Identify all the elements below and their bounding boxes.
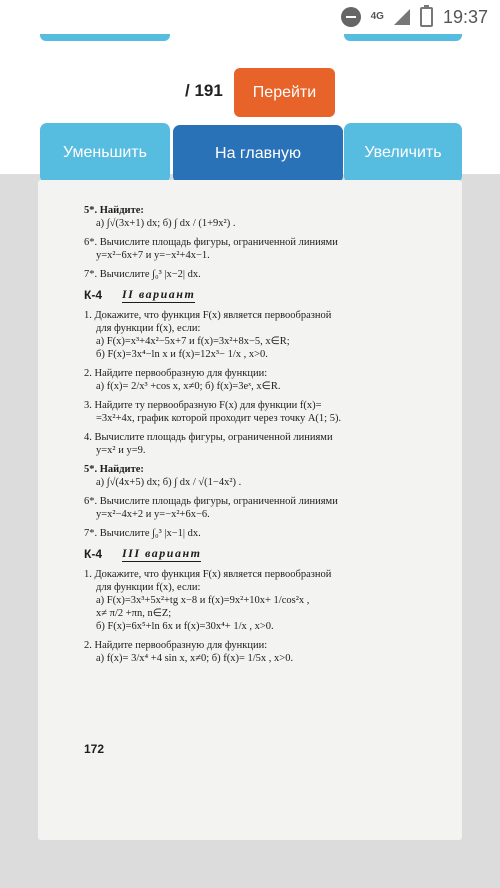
text-line: а) f(x)= 2/x³ +cos x, x≠0; б) f(x)=3eˣ, x∈R.: [96, 381, 281, 392]
text-line: б) F(x)=6x⁵+ln 6x и f(x)=30x⁴+ 1/x , x>0.: [96, 621, 274, 632]
text-line: а) F(x)=x³+4x²−5x+7 и f(x)=3x²+8x−5, x∈R;: [96, 336, 290, 347]
scrolled-button-edge: [40, 34, 170, 41]
text-line: y=x²−6x+7 и y=−x²+4x−1.: [96, 250, 210, 261]
text-line: 5*. Найдите:: [84, 205, 144, 216]
goto-page-button[interactable]: Перейти: [234, 68, 335, 117]
page-content: [84, 204, 424, 665]
text-line: а) F(x)=3x³+5x²+tg x−8 и f(x)=9x²+10x+ 1/cos²x ,: [96, 595, 310, 606]
page-count: / 191: [185, 81, 223, 100]
page-number: 172: [84, 742, 105, 756]
text-line: y=x² и y=9.: [96, 445, 146, 456]
text-line: 3. Найдите ту первообразную F(x) для функции f(x)=: [84, 400, 322, 411]
text-line: б) F(x)=3x⁴−ln x и f(x)=12x³− 1/x , x>0.: [96, 349, 268, 360]
battery-icon: [420, 7, 433, 27]
text-line: 1. Докажите, что функция F(x) является первообразной: [84, 569, 332, 580]
home-button[interactable]: На главную: [173, 125, 343, 183]
network-type-label: 4G: [370, 11, 384, 22]
text-line: y=x²−4x+2 и y=−x²+6x−6.: [96, 509, 210, 520]
zoom-out-button[interactable]: Уменьшить: [40, 123, 170, 183]
scrolled-button-edge: [344, 34, 462, 41]
section-heading: [84, 288, 424, 303]
section-heading: [84, 547, 424, 562]
text-line: 2. Найдите первообразную для функции:: [84, 640, 268, 651]
text-line: 7*. Вычислите ∫₀³ |x−2| dx.: [84, 269, 201, 280]
text-line: =3x²+4x, график которой проходит через точку A(1; 5).: [96, 413, 342, 424]
section-code: К-4: [84, 547, 102, 561]
section-title: II вариант: [122, 287, 196, 301]
section-title: III вариант: [122, 546, 202, 560]
text-line: x≠ π/2 +πn, n∈Z;: [96, 608, 172, 619]
text-line: 2. Найдите первообразную для функции:: [84, 368, 268, 379]
text-line: 1. Докажите, что функция F(x) является первообразной: [84, 310, 332, 321]
text-line: 6*. Вычислите площадь фигуры, ограниченной линиями: [84, 237, 338, 248]
do-not-disturb-icon: [341, 7, 361, 27]
zoom-in-button[interactable]: Увеличить: [344, 123, 462, 183]
text-line: а) ∫√(4x+5) dx; б) ∫ dx / √(1−4x²) .: [96, 477, 242, 488]
text-line: для функции f(x), если:: [96, 582, 201, 593]
status-bar: [0, 0, 500, 34]
document-page[interactable]: [38, 180, 462, 840]
text-line: а) f(x)= 3/x⁴ +4 sin x, x≠0; б) f(x)= 1/5x , x>0.: [96, 653, 294, 664]
text-line: 7*. Вычислите ∫₀³ |x−1| dx.: [84, 528, 201, 539]
clock: 19:37: [442, 6, 488, 27]
text-line: для функции f(x), если:: [96, 323, 201, 334]
text-line: а) ∫√(3x+1) dx; б) ∫ dx / (1+9x²) .: [96, 218, 236, 229]
navigation-panel: [0, 34, 500, 174]
text-line: 5*. Найдите:: [84, 464, 144, 475]
text-line: 4. Вычислите площадь фигуры, ограниченной линиями: [84, 432, 333, 443]
section-code: К-4: [84, 288, 102, 302]
text-line: 6*. Вычислите площадь фигуры, ограниченной линиями: [84, 496, 338, 507]
signal-icon: [394, 9, 410, 25]
